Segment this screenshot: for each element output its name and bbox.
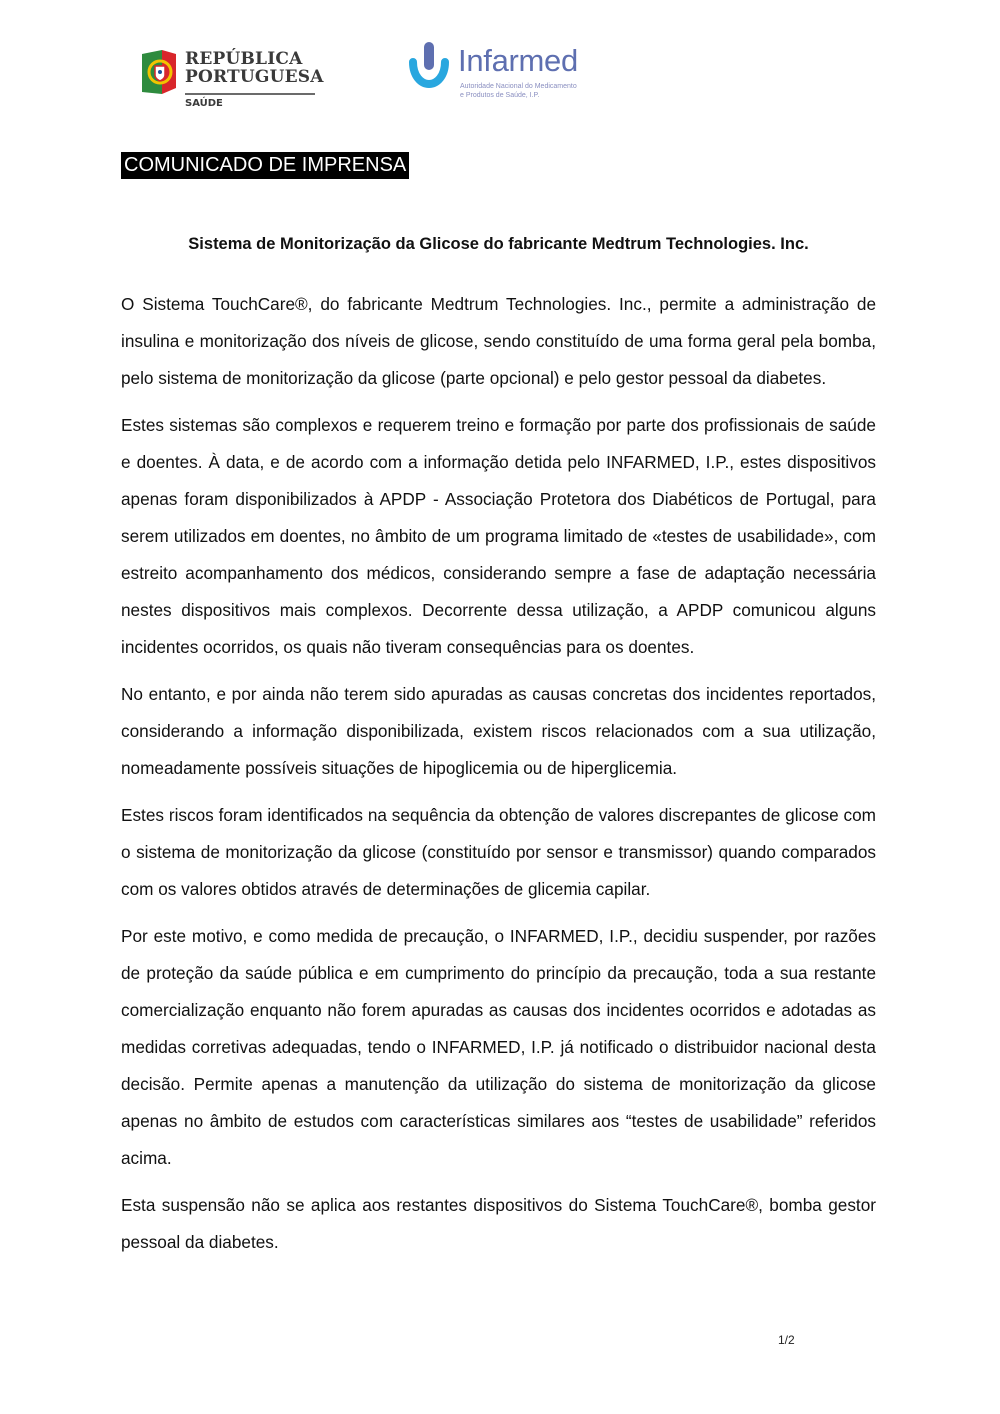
paragraph: O Sistema TouchCare®, do fabricante Medtrum Technologies. Inc., permite a administração de insulina e monitorização dos níveis de glicose, sendo constituído de uma forma geral pela bomba, pelo sistema de monitorização da glicose (parte opcional) e pelo gestor pessoal da diabetes. [121,294,876,388]
infarmed-logo-icon [407,40,451,88]
saude-text: SAÚDE [185,98,223,109]
logo-divider [185,93,315,95]
paragraph: No entanto, e por ainda não terem sido apuradas as causas concretas dos incidentes reportados, considerando a informação disponibilizada, existem riscos relacionados com a sua utilização, nomeadamente possíveis situações de hipoglicemia ou de hiperglicemia. [121,684,876,778]
paragraph: Por este motivo, e como medida de precaução, o INFARMED, I.P., decidiu suspender, por razões de proteção da saúde pública e em cumprimento do princípio da precaução, toda a sua restante comercialização enquanto não forem apuradas as causas dos incidentes ocorridos e adotadas as medidas corretivas adequadas, tendo o INFARMED, I.P. já notificado o distribuidor nacional desta decisão. Permite apenas a manutenção da utilização do sistema de monitorização da glicose apenas no âmbito de estudos com características similares aos “testes de usabilidade” referidos acima. [121,926,876,1168]
infarmed-subtitle-line2: e Produtos de Saúde, I.P. [460,92,540,99]
republica-portuguesa-logo [138,46,324,112]
paragraph: Estes riscos foram identificados na sequência da obtenção de valores discrepantes de glicose com o sistema de monitorização da glicose (constituído por sensor e transmissor) quando comparados com os valores obtidos através de determinações de glicemia capilar. [121,805,876,899]
republica-text: REPÚBLICA [185,49,303,69]
infarmed-name: Infarmed [458,43,578,78]
document-title: Sistema de Monitorização da Glicose do fabricante Medtrum Technologies. Inc. [188,235,809,253]
infarmed-logo [407,38,597,104]
infarmed-subtitle-line1: Autoridade Nacional do Medicamento [460,83,577,90]
portugal-emblem-icon [138,48,178,96]
paragraph: Esta suspensão não se aplica aos restantes dispositivos do Sistema TouchCare®, bomba gestor pessoal da diabetes. [121,1195,876,1252]
page-number: 1/2 [778,1333,795,1347]
paragraph: Estes sistemas são complexos e requerem treino e formação por parte dos profissionais de saúde e doentes. À data, e de acordo com a informação detida pelo INFARMED, I.P., estes dispositivos apenas foram disponibilizados à APDP - Associação Protetora dos Diabéticos de Portugal, para serem utilizados em doentes, no âmbito de um programa limitado de «testes de usabilidade», com estreito acompanhamento dos médicos, considerando sempre a fase de adaptação necessária nestes dispositivos mais complexos. Decorrente dessa utilização, a APDP comunicou alguns incidentes ocorridos, os quais não tiveram consequências para os doentes. [121,415,876,657]
document-body [121,286,876,1261]
portuguesa-text: PORTUGUESA [185,67,324,87]
infarmed-subtitle [460,82,600,100]
press-release-label: COMUNICADO DE IMPRENSA [121,152,409,179]
